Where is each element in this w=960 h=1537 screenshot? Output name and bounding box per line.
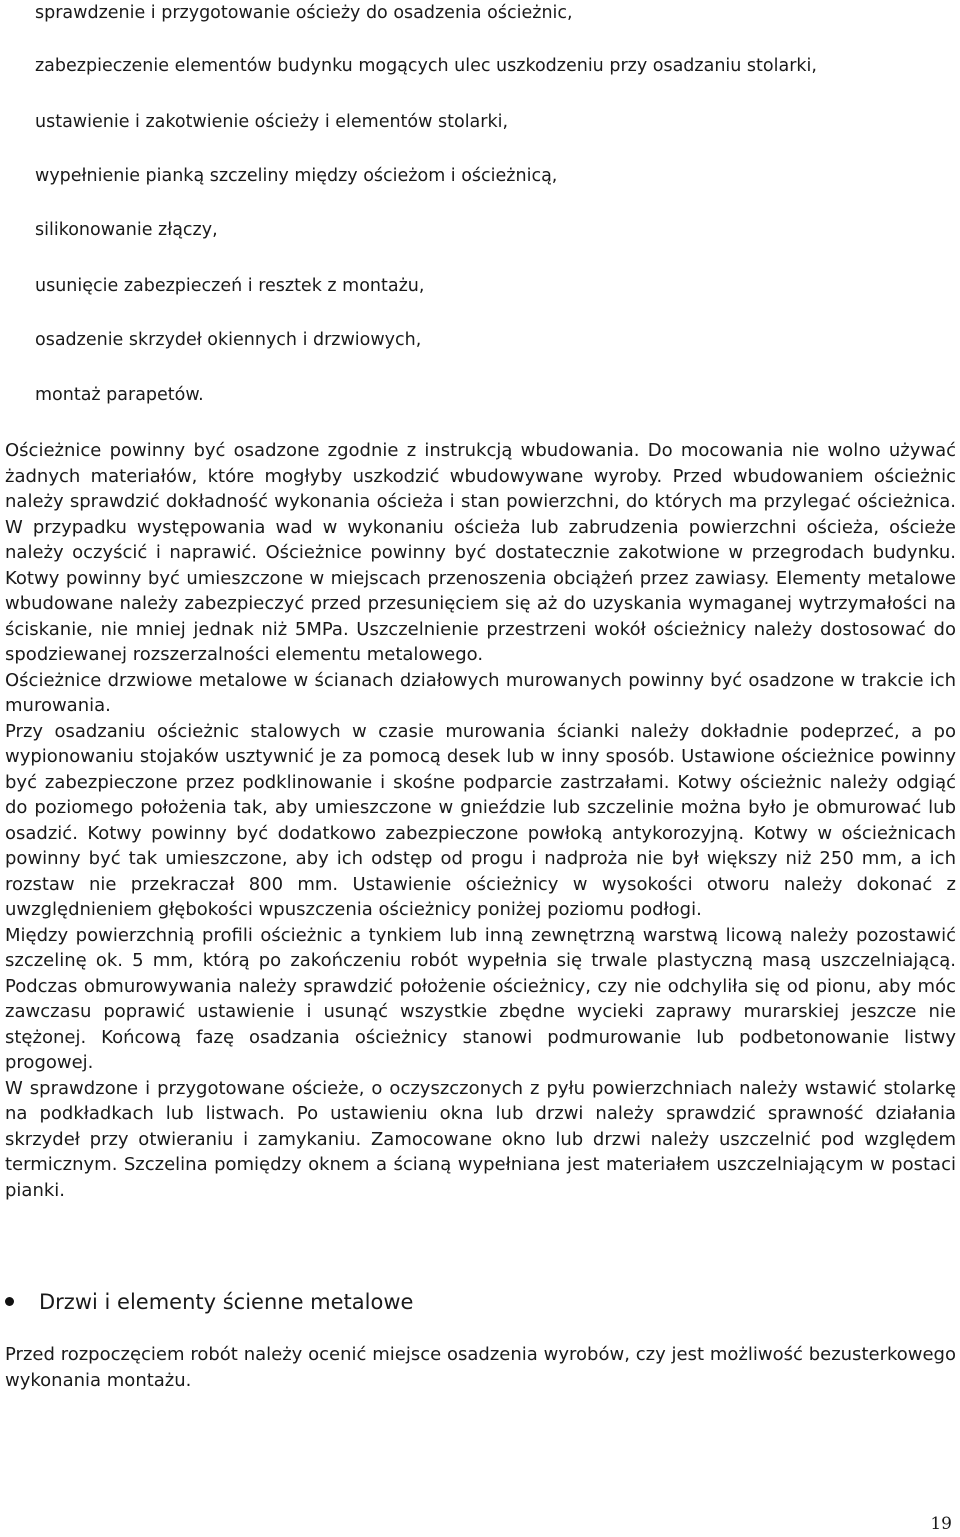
paragraph: Ościeżnice drzwiowe metalowe w ścianach działowych murowanych powinny być osadzone w trakcie ich murowania. [5, 669, 956, 716]
list-item: montaż parapetów. [35, 385, 204, 405]
list-item: osadzenie skrzydeł okiennych i drzwiowych, [35, 330, 422, 350]
list-item: silikonowanie złączy, [35, 220, 218, 240]
list-item: usunięcie zabezpieczeń i resztek z montażu, [35, 276, 425, 296]
paragraph: Przed rozpoczęciem robót należy ocenić miejsce osadzenia wyrobów, czy jest możliwość bezusterkowego wykonania montażu. [5, 1344, 956, 1391]
list-item: wypełnienie pianką szczeliny między ościeżom i ościeżnicą, [35, 166, 558, 186]
list-item: sprawdzenie i przygotowanie ościeży do osadzenia ościeżnic, [35, 3, 573, 23]
page-number: 19 [930, 1514, 952, 1534]
paragraph: Przy osadzaniu ościeżnic stalowych w czasie murowania ścianki należy dokładnie podeprzeć, a po wypionowaniu stojaków usztywnić je za pomocą desek lub w inny sposób. Ustawione ościeżnice powinny być zabezpieczone przez podklinowanie i skośne podparcie zastrzałami. Kotwy ościeżnic należy odgiąć do poziomego położenia tak, aby umieszczone w gnieździe lub szczelinie można było je obmurować lub osadzić. Kotwy powinny być dodatkowo zabezpieczone powłoką antykorozyjną. Kotwy w ościeżnicach powinny być tak umieszczone, aby ich odstęp od progu i nadproża nie był większy niż 250 mm, a ich rozstaw nie przekraczał 800 mm. Ustawienie ościeżnicy w wysokości otworu należy dokonać z uwzględnieniem głębokości wpuszczenia ościeżnicy poniżej poziomu podłogi. [5, 720, 956, 920]
body-text [5, 438, 956, 1203]
section-heading: Drzwi i elementy ścienne metalowe [39, 1290, 414, 1314]
bullet-icon [5, 1297, 14, 1306]
paragraph: Ościeżnice powinny być osadzone zgodnie z instrukcją wbudowania. Do mocowania nie wolno używać żadnych materiałów, które mogłyby uszkodzić wbudowywane wyroby. Przed wbudowaniem ościeżnic należy sprawdzić dokładność wykonania ościeża i stan powierzchni, do których ma przylegać ościeżnica. W przypadku występowania wad w wykonaniu ościeża lub zabrudzenia powierzchni ościeża, ościeże należy oczyścić i naprawić. Ościeżnice powinny być dostatecznie zakotwione w przegrodach budynku. Kotwy powinny być umieszczone w miejscach przenoszenia obciążeń przez zawiasy. Elementy metalowe wbudowane należy zabezpieczyć przed przesunięciem się aż do uzyskania wymaganej wytrzymałości na ściskanie, nie mniej jednak niż 5MPa. Uszczelnienie przestrzeni wokół ościeżnicy należy dostosować do spodziewanej rozszerzalności elementu metalowego. [5, 440, 956, 665]
paragraph: W sprawdzone i przygotowane ościeże, o oczyszczonych z pyłu powierzchniach należy wstawić stolarkę na podkładkach lub listwach. Po ustawieniu okna lub drzwi należy sprawdzić sprawność działania skrzydeł przy otwieraniu i zamykaniu. Zamocowane okno lub drzwi należy uszczelnić pod względem termicznym. Szczelina pomiędzy oknem a ścianą wypełniana jest materiałem uszczelniającym w postaci pianki. [5, 1077, 956, 1201]
list-item: zabezpieczenie elementów budynku mogących ulec uszkodzeniu przy osadzaniu stolarki, [35, 56, 817, 76]
list-item: ustawienie i zakotwienie ościeży i elementów stolarki, [35, 112, 509, 132]
section-body [5, 1342, 956, 1393]
section-heading-row [5, 1288, 956, 1318]
paragraph: Między powierzchnią profili ościeżnic a tynkiem lub inną zewnętrzną warstwą licową należy pozostawić szczelinę ok. 5 mm, którą po zakończeniu robót wypełnia się trwale plastyczną masą uszczelniającą. Podczas obmurowywania należy sprawdzić położenie ościeżnicy, czy nie odchyliła się od pionu, aby móc zawczasu poprawić ustawienie i usunąć wszystkie zbędne wycieki zaprawy murarskiej jeszcze nie stężonej. Końcową fazę osadzania ościeżnicy stanowi podmurowanie lub podbetonowanie listwy progowej. [5, 924, 956, 1073]
